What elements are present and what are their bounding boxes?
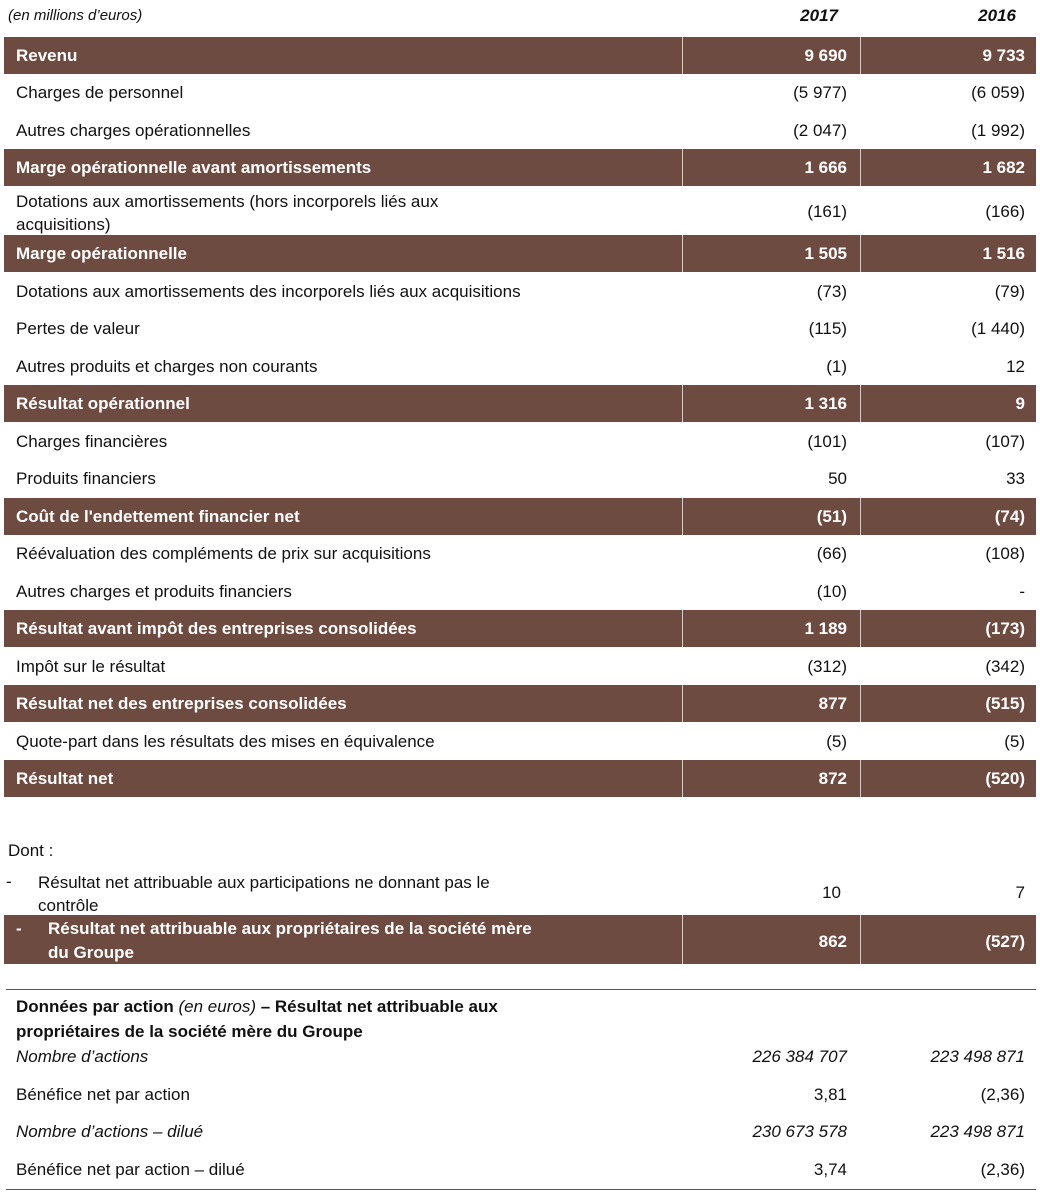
row-label xyxy=(38,871,490,917)
value-2017: (161) xyxy=(807,202,847,221)
row-resultat-net-consolidees xyxy=(4,685,1036,722)
row-label-line2: contrôle xyxy=(38,896,99,915)
row-marge-operationnelle xyxy=(4,235,1036,272)
section-divider xyxy=(6,989,1036,990)
row-benefice-par-action xyxy=(4,1076,1036,1113)
value-2017: (10) xyxy=(816,582,847,601)
value-2017: (312) xyxy=(807,657,847,676)
value-2017: 9 690 xyxy=(804,46,847,65)
row-benefice-par-action-dilue xyxy=(4,1151,1036,1188)
value-2016: (520) xyxy=(985,769,1025,788)
row-resultat-net xyxy=(4,760,1036,797)
column-separator xyxy=(682,37,683,74)
value-2016: (2,36) xyxy=(980,1160,1025,1179)
value-2016: (74) xyxy=(994,507,1025,526)
per-share-title-bold2: – Résultat net attribuable aux xyxy=(260,997,498,1016)
value-2017: (115) xyxy=(808,319,847,338)
value-2017: (5 977) xyxy=(793,83,847,102)
row-autres-charges-produits-financiers xyxy=(4,573,1036,610)
row-label-line1: Résultat net attribuable aux propriétaires de la société mère xyxy=(48,919,532,938)
row-label: Produits financiers xyxy=(16,469,156,488)
dont-title: Dont : xyxy=(8,841,54,860)
row-label: Bénéfice net par action xyxy=(16,1085,190,1104)
column-separator xyxy=(860,149,861,186)
row-label-line2: du Groupe xyxy=(48,943,134,962)
unit-caption: (en millions d’euros) xyxy=(8,7,143,24)
value-2017: 1 666 xyxy=(804,158,847,177)
value-2017: (2 047) xyxy=(793,121,847,140)
value-2016: 7 xyxy=(1015,883,1025,902)
row-label: Réévaluation des compléments de prix sur acquisitions xyxy=(16,544,431,563)
per-share-title-bold: Données par action xyxy=(16,997,174,1016)
row-resultat-operationnel xyxy=(4,385,1036,422)
value-2017: (101) xyxy=(807,432,847,451)
row-label: Bénéfice net par action – dilué xyxy=(16,1160,245,1179)
value-2016: (107) xyxy=(985,432,1025,451)
per-share-title-unit: (en euros) xyxy=(178,997,256,1016)
column-separator xyxy=(682,685,683,722)
row-label xyxy=(16,190,438,236)
column-separator xyxy=(860,385,861,422)
value-2017: 3,74 xyxy=(813,1160,847,1179)
value-2016: (2,36) xyxy=(980,1085,1025,1104)
value-2016: (1 440) xyxy=(971,319,1025,338)
row-label: Pertes de valeur xyxy=(16,319,140,338)
value-2016: (6 059) xyxy=(971,83,1025,102)
column-separator xyxy=(860,235,861,272)
value-2016: 9 xyxy=(1015,394,1025,413)
per-share-title xyxy=(16,994,498,1044)
row-label: Revenu xyxy=(16,46,78,65)
value-2017: 862 xyxy=(818,932,847,951)
value-2016: 33 xyxy=(1006,469,1025,488)
value-2016: (79) xyxy=(994,282,1025,301)
value-2016: (1 992) xyxy=(971,121,1025,140)
value-2016: 1 516 xyxy=(982,244,1025,263)
per-share-title-line2: propriétaires de la société mère du Groupe xyxy=(16,1022,363,1041)
bullet-dash: - xyxy=(16,919,22,938)
row-label: Autres produits et charges non courants xyxy=(16,357,318,376)
value-2017: 1 316 xyxy=(804,394,847,413)
value-2016: (166) xyxy=(985,202,1025,221)
column-separator xyxy=(682,610,683,647)
row-cout-endettement xyxy=(4,498,1036,535)
value-2017: (1) xyxy=(826,357,847,376)
value-2016: 12 xyxy=(1006,357,1025,376)
value-2016: - xyxy=(1019,582,1025,601)
row-label: Dotations aux amortissements des incorporels liés aux acquisitions xyxy=(16,282,521,301)
value-2017: 1 189 xyxy=(804,619,847,638)
value-2017: 872 xyxy=(818,769,847,788)
row-reevaluation-complements xyxy=(4,535,1036,572)
column-separator xyxy=(860,610,861,647)
value-2016: (342) xyxy=(985,657,1025,676)
column-separator xyxy=(682,235,683,272)
row-label-line1: Dotations aux amortissements (hors incorporels liés aux xyxy=(16,192,439,211)
value-2016: 1 682 xyxy=(982,158,1025,177)
row-quote-part-equivalence xyxy=(4,723,1036,760)
row-label: Marge opérationnelle xyxy=(16,244,187,263)
row-nombre-actions-dilue xyxy=(4,1113,1036,1150)
value-2017: (73) xyxy=(816,282,847,301)
column-separator xyxy=(682,915,683,964)
row-autres-produits-charges-non-courants xyxy=(4,348,1036,385)
value-2016: (5) xyxy=(1004,732,1025,751)
column-separator xyxy=(860,498,861,535)
column-header-2017: 2017 xyxy=(800,6,838,25)
value-2017: 226 384 707 xyxy=(752,1047,847,1066)
value-2016: (527) xyxy=(985,932,1025,951)
row-label-line2: acquisitions) xyxy=(16,215,111,234)
value-2016: (515) xyxy=(985,694,1025,713)
column-separator xyxy=(682,385,683,422)
row-produits-financiers xyxy=(4,460,1036,497)
column-separator xyxy=(682,149,683,186)
row-resultat-avant-impot xyxy=(4,610,1036,647)
value-2016: 223 498 871 xyxy=(930,1122,1025,1141)
row-dotations-hors-incorporels xyxy=(4,186,1036,235)
value-2016: 223 498 871 xyxy=(930,1047,1025,1066)
row-revenu xyxy=(4,37,1036,74)
value-2017: 1 505 xyxy=(804,244,847,263)
row-marge-avant-amortissements xyxy=(4,149,1036,186)
row-label: Charges de personnel xyxy=(16,83,184,102)
value-2017: 877 xyxy=(818,694,847,713)
row-label: Autres charges et produits financiers xyxy=(16,582,292,601)
row-label: Marge opérationnelle avant amortissements xyxy=(16,158,372,177)
row-nombre-actions xyxy=(4,1038,1036,1075)
row-dotations-incorporels xyxy=(4,273,1036,310)
value-2017: (5) xyxy=(826,732,847,751)
row-label: Quote-part dans les résultats des mises en équivalence xyxy=(16,732,435,751)
row-charges-financieres xyxy=(4,423,1036,460)
column-separator xyxy=(682,498,683,535)
value-2017: (66) xyxy=(816,544,847,563)
row-label: Nombre d’actions – dilué xyxy=(16,1122,204,1141)
column-separator xyxy=(860,685,861,722)
row-minority-interests xyxy=(4,866,1036,914)
row-label: Charges financières xyxy=(16,432,168,451)
row-label: Résultat net des entreprises consolidées xyxy=(16,694,347,713)
bullet-dash: - xyxy=(6,872,12,891)
table-bottom-rule xyxy=(6,1189,1036,1190)
value-2017: 10 xyxy=(822,883,841,902)
row-group-share xyxy=(4,915,1036,964)
value-2016: 9 733 xyxy=(982,46,1025,65)
row-label xyxy=(48,917,532,965)
value-2016: (173) xyxy=(985,619,1025,638)
row-label-line1: Résultat net attribuable aux participations ne donnant pas le xyxy=(38,873,490,892)
row-impot-resultat xyxy=(4,648,1036,685)
row-charges-personnel xyxy=(4,74,1036,111)
row-label: Coût de l'endettement financier net xyxy=(16,507,300,526)
column-separator xyxy=(682,760,683,797)
row-autres-charges-operationnelles xyxy=(4,112,1036,149)
value-2017: 50 xyxy=(828,469,847,488)
value-2017: (51) xyxy=(816,507,847,526)
value-2016: (108) xyxy=(985,544,1025,563)
column-separator xyxy=(860,760,861,797)
row-label: Autres charges opérationnelles xyxy=(16,121,251,140)
value-2017: 3,81 xyxy=(813,1085,847,1104)
column-separator xyxy=(860,37,861,74)
column-header-2016: 2016 xyxy=(978,6,1016,25)
row-label: Résultat opérationnel xyxy=(16,394,190,413)
row-label: Résultat net xyxy=(16,769,114,788)
row-pertes-de-valeur xyxy=(4,310,1036,347)
row-label: Impôt sur le résultat xyxy=(16,657,166,676)
row-label: Résultat avant impôt des entreprises consolidées xyxy=(16,619,417,638)
row-label: Nombre d’actions xyxy=(16,1047,149,1066)
value-2017: 230 673 578 xyxy=(752,1122,847,1141)
column-separator xyxy=(860,915,861,964)
